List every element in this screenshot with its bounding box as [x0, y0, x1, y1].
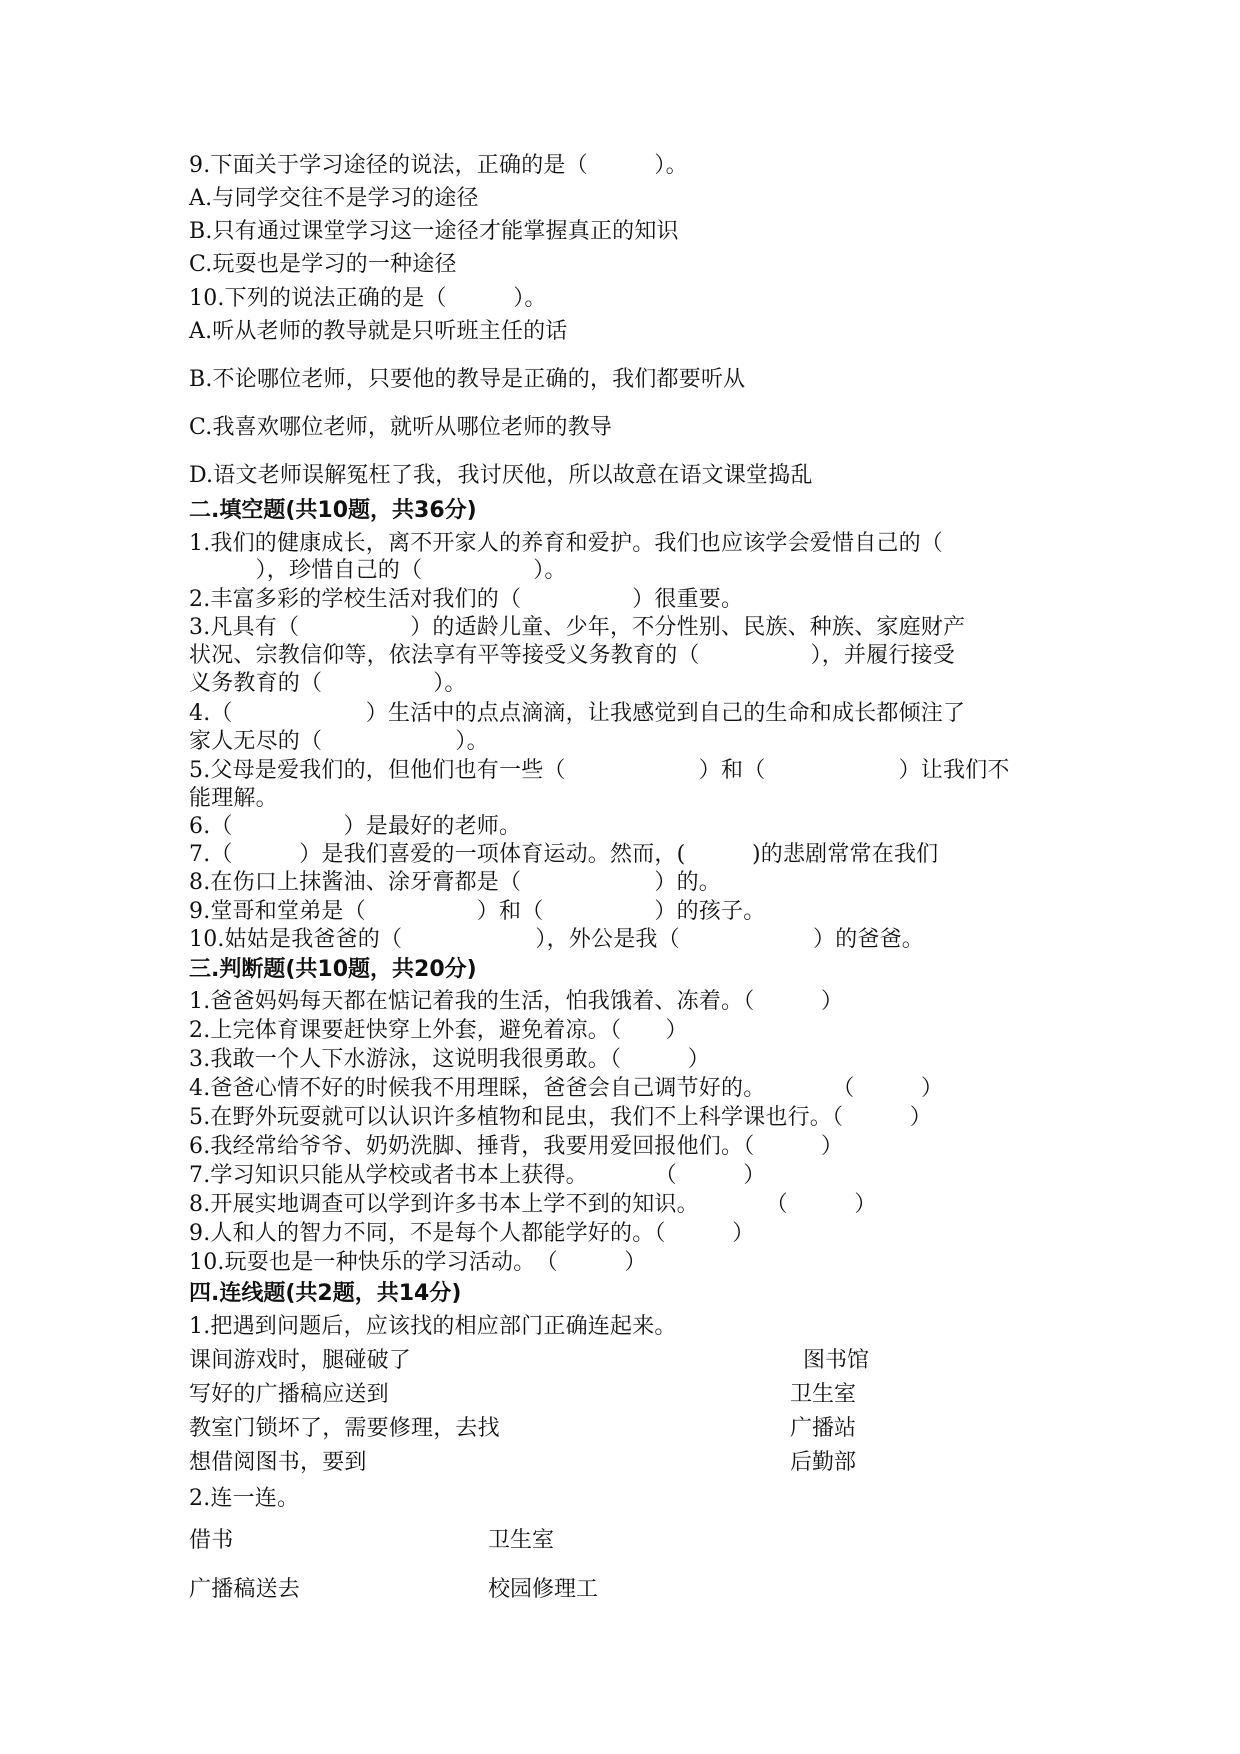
fill-line: 7.（ ）是我们喜爱的一项体育运动。然而，( )的悲剧常常在我们: [189, 842, 939, 867]
question-9: 9.下面关于学习途径的说法，正确的是（ ）。: [189, 153, 688, 178]
fill-line: 6.（ ）是最好的老师。: [189, 814, 522, 839]
fill-line: 2.丰富多彩的学校生活对我们的（ ）很重要。: [189, 587, 744, 612]
fill-line: 能理解。: [189, 786, 278, 811]
matching-left-item: 写好的广播稿应送到: [189, 1382, 389, 1407]
judge-line: 2.上完体育课要赶快穿上外套，避免着凉。（ ）: [189, 1018, 688, 1043]
judge-line: 7.学习知识只能从学校或者书本上获得。 （ ）: [189, 1163, 766, 1188]
matching-left-item: 广播稿送去: [189, 1577, 301, 1602]
fill-line: 状况、宗教信仰等，依法享有平等接受义务教育的（ ），并履行接受: [189, 643, 956, 668]
matching-left-item: 课间游戏时，腿碰破了: [189, 1348, 412, 1373]
judge-line: 4.爸爸心情不好的时候我不用理睬，爸爸会自己调节好的。 （ ）: [189, 1076, 944, 1101]
judge-line: 6.我经常给爷爷、奶奶洗脚、捶背，我要用爱回报他们。（ ）: [189, 1134, 844, 1159]
section-heading-matching: 四.连线题(共2题，共14分): [189, 1281, 462, 1306]
matching-left-item: 想借阅图书，要到: [189, 1450, 367, 1475]
judge-line: 8.开展实地调查可以学到许多书本上学不到的知识。 （ ）: [189, 1192, 877, 1217]
matching-left-item: 借书: [189, 1528, 234, 1553]
matching-q1-title: 1.把遇到问题后，应该找的相应部门正确连起来。: [189, 1314, 677, 1339]
section-heading-true-false: 三.判断题(共10题，共20分): [189, 957, 477, 982]
judge-line: 5.在野外玩耍就可以认识许多植物和昆虫，我们不上科学课也行。（ ）: [189, 1105, 932, 1130]
section-heading-fill-blank: 二.填空题(共10题，共36分): [189, 498, 477, 523]
matching-right-item: 校园修理工: [488, 1577, 599, 1602]
fill-line: 9.堂哥和堂弟是（ ）和（ ）的孩子。: [189, 899, 766, 924]
option-b: B.只有通过课堂学习这一途径才能掌握真正的知识: [189, 219, 679, 244]
fill-line: 家人无尽的（ ）。: [189, 729, 489, 754]
judge-line: 10.玩耍也是一种快乐的学习活动。 （ ）: [189, 1250, 647, 1275]
fill-line: 5.父母是爱我们的，但他们也有一些（ ）和（ ）让我们不: [189, 758, 1010, 783]
matching-right-item: 卫生室: [790, 1382, 857, 1407]
judge-line: 1.爸爸妈妈每天都在惦记着我的生活，怕我饿着、冻着。（ ）: [189, 989, 844, 1014]
option-c: C.玩耍也是学习的一种途径: [189, 252, 457, 277]
option-c: C.我喜欢哪位老师，就听从哪位老师的教导: [189, 415, 613, 440]
option-a: A.与同学交往不是学习的途径: [189, 186, 479, 211]
matching-right-item: 广播站: [790, 1416, 857, 1441]
option-a: A.听从老师的教导就是只听班主任的话: [189, 319, 568, 344]
fill-line: 8.在伤口上抹酱油、涂牙膏都是（ ）的。: [189, 870, 721, 895]
fill-line: 1.我们的健康成长，离不开家人的养育和爱护。我们也应该学会爱惜自己的（: [189, 531, 943, 556]
fill-line: ），珍惜自己的（ ）。: [189, 558, 567, 583]
judge-line: 9.人和人的智力不同，不是每个人都能学好的。（ ）: [189, 1221, 755, 1246]
matching-right-item: 卫生室: [488, 1528, 555, 1553]
matching-left-item: 教室门锁坏了，需要修理，去找: [189, 1416, 500, 1441]
matching-q2-title: 2.连一连。: [189, 1486, 300, 1511]
fill-line: 3.凡具有（ ）的适龄儿童、少年，不分性别、民族、种族、家庭财产: [189, 615, 966, 640]
fill-line: 4.（ ）生活中的点点滴滴，让我感觉到自己的生命和成长都倾注了: [189, 701, 966, 726]
option-b: B.不论哪位老师，只要他的教导是正确的，我们都要听从: [189, 367, 746, 392]
fill-line: 10.姑姑是我爸爸的（ ），外公是我（ ）的爸爸。: [189, 927, 924, 952]
matching-right-item: 后勤部: [790, 1450, 857, 1475]
judge-line: 3.我敢一个人下水游泳，这说明我很勇敢。（ ）: [189, 1047, 710, 1072]
question-10: 10.下列的说法正确的是（ ）。: [189, 286, 547, 311]
matching-right-item: 图书馆: [803, 1348, 870, 1373]
fill-line: 义务教育的（ ）。: [189, 671, 467, 696]
option-d: D.语文老师误解冤枉了我，我讨厌他，所以故意在语文课堂捣乱: [189, 463, 813, 488]
